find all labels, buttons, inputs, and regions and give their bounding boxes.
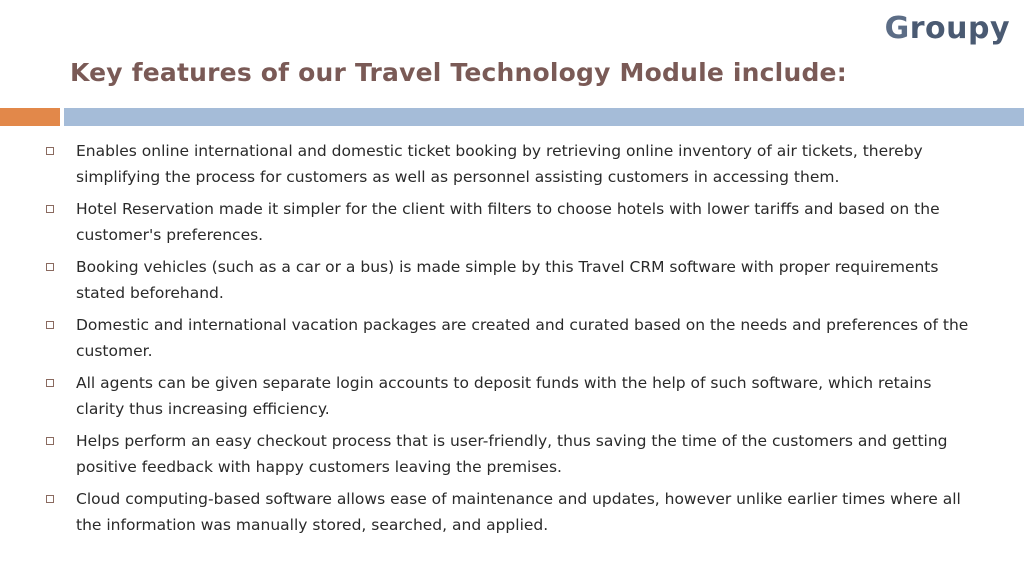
slide-title: Key features of our Travel Technology Module include: [70, 58, 847, 87]
list-item-text: Booking vehicles (such as a car or a bus) is made simple by this Travel CRM software with proper requirements stated beforehand. [76, 258, 939, 302]
list-item-text: Cloud computing-based software allows ease of maintenance and updates, however unlike earlier times where all the information was manually stored, searched, and applied. [76, 490, 961, 534]
square-bullet-icon [46, 321, 54, 329]
groupy-logo [884, 11, 1010, 46]
square-bullet-icon [46, 379, 54, 387]
logo-rest: roupy [909, 11, 1010, 46]
accent-band-blue [64, 108, 1024, 126]
list-item [46, 428, 976, 480]
list-item-text: Helps perform an easy checkout process that is user-friendly, thus saving the time of the customers and getting positive feedback with happy customers leaving the premises. [76, 432, 948, 476]
list-item [46, 138, 976, 190]
list-item-text: All agents can be given separate login accounts to deposit funds with the help of such software, which retains clarity thus increasing efficiency. [76, 374, 932, 418]
list-item [46, 196, 976, 248]
square-bullet-icon [46, 495, 54, 503]
square-bullet-icon [46, 205, 54, 213]
square-bullet-icon [46, 263, 54, 271]
list-item [46, 370, 976, 422]
list-item [46, 254, 976, 306]
list-item-text: Domestic and international vacation packages are created and curated based on the needs and preferences of the customer. [76, 316, 969, 360]
list-item-text: Hotel Reservation made it simpler for the client with filters to choose hotels with lower tariffs and based on the customer's preferences. [76, 200, 940, 244]
feature-list [46, 138, 976, 544]
list-item-text: Enables online international and domestic ticket booking by retrieving online inventory of air tickets, thereby simplifying the process for customers as well as personnel assisting customers in accessing them. [76, 142, 923, 186]
square-bullet-icon [46, 147, 54, 155]
logo-first-letter: G [884, 11, 910, 46]
list-item [46, 486, 976, 538]
square-bullet-icon [46, 437, 54, 445]
list-item [46, 312, 976, 364]
accent-band-orange [0, 108, 60, 126]
